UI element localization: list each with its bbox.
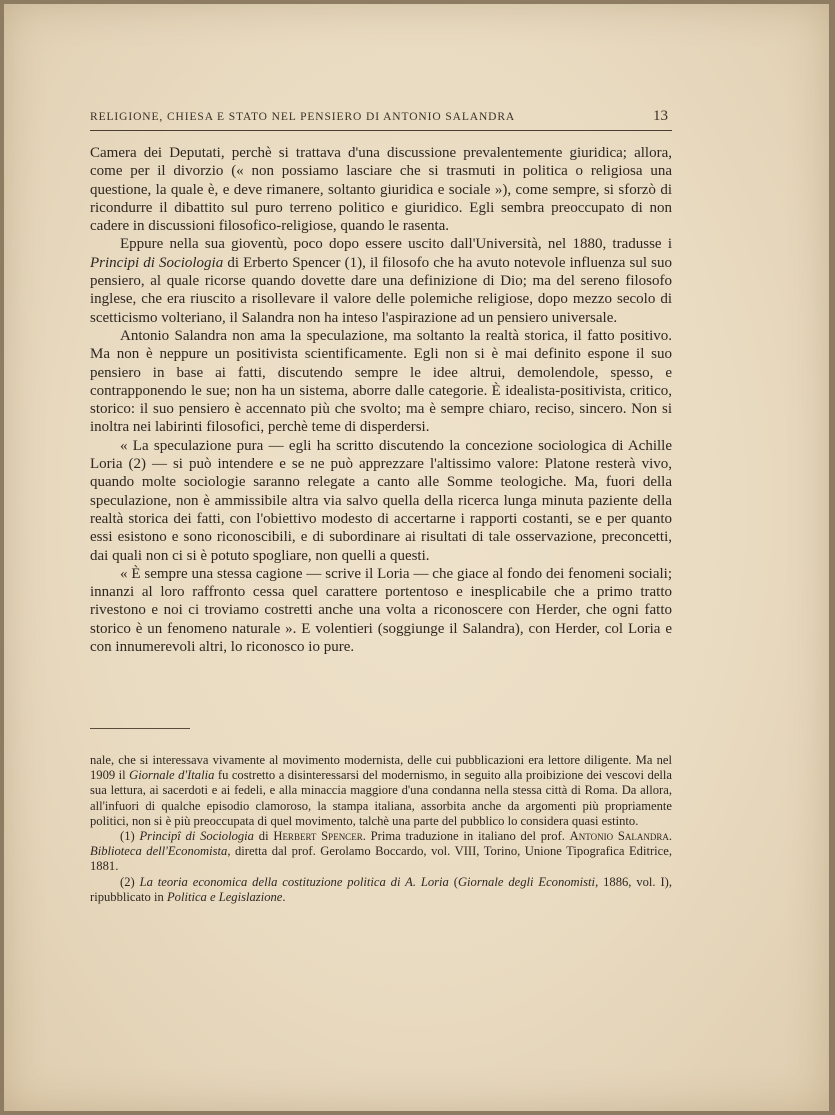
- main-text: [90, 144, 672, 656]
- book-title: Principi di Sociologia: [90, 254, 224, 271]
- header-rule: [90, 130, 672, 131]
- text-span: (: [448, 874, 458, 889]
- running-title: RELIGIONE, CHIESA E STATO NEL PENSIERO DI ANTONIO SALANDRA: [90, 111, 516, 123]
- book-title: Principî di Sociologia: [139, 829, 254, 844]
- newspaper-title: Giornale d'Italia: [129, 768, 215, 783]
- running-header: [90, 108, 672, 125]
- series-title: Biblioteca dell'Economista: [90, 844, 228, 859]
- paragraph-1: Camera dei Deputati, perchè si trattava d'una discussione prevalentemente giuridica; allora, come per il divorzio (« non possiamo lasciare che si trasmuti in politica o religiosa una questione, la quale è, e deve rimanere, soltanto giuridica e sociale »), come sempre, si sforzò di ricondurre il dibattito sul puro terreno politico e giuridico. Egli sembra preoccupato di non cadere in discussioni filosofico-religiose, quando le rasenta.: [90, 145, 672, 235]
- text-span: , diretta dal prof. Gerolamo Boccardo, vol. VIII, Torino, Unione Tipografica Editrice, 1881.: [90, 844, 672, 874]
- footnote-2: [90, 875, 672, 905]
- footnote-1: [90, 829, 672, 875]
- author-name: Herbert Spencer: [273, 829, 363, 844]
- text-span: . Prima traduzione in italiano del prof.: [362, 829, 570, 844]
- footnote-rule: [90, 728, 190, 729]
- text-span: .: [282, 889, 286, 904]
- author-name: Antonio Salandra: [569, 829, 669, 844]
- book-page: [4, 4, 829, 1111]
- text-span: , 1886, vol. I), ripubblicato in: [90, 874, 672, 904]
- footnotes: [90, 753, 672, 905]
- paragraph-3: Antonio Salandra non ama la speculazione, ma soltanto la realtà storica, il fatto positivo. Ma non è neppure un positivista scientificamente. Egli non si è mai definito espone il suo pensiero in base ai fatti, discutendo sempre le idee altrui, demolendole, spesso, e contrapponendo le sue; non ha un sistema, aborre dalle categorie. È idealista-positivista, critico, storico: il suo pensiero è accennato più che svolto; ma è sempre chiaro, reciso, sincero. Non si inoltra nei labirinti filosofici, perchè teme di disperdersi.: [90, 327, 672, 436]
- text-span: di Erberto Spencer (1), il filosofo che ha avuto notevole influenza sul suo pensiero, al quale ricorse quando dovette dare una definizione di Dio; ma del sereno filosofo inglese, che era riuscito a risollevare il valore delle polemiche religiose, dopo mezzo secolo di scetticismo volteriano, il Salandra non ha inteso l'aspirazione ad un pensiero universale.: [90, 254, 672, 326]
- text-span: di: [253, 829, 274, 844]
- paragraph-5: « È sempre una stessa cagione — scrive il Loria — che giace al fondo dei fenomeni sociali; innanzi al loro raffronto cessa quel carattere portentoso e inesplicabile che a primo tratto rivestono e noi ci troviamo costretti anche una volta a riconoscere con Herder, che ogni fatto storico è un fenomeno naturale ». E volentieri (soggiunge il Salandra), con Herder, col Loria e con innumerevoli altri, lo riconosco io pure.: [90, 565, 672, 656]
- text-span: Eppure nella sua gioventù, poco dopo essere uscito dall'Università, nel 1880, tradusse i: [120, 236, 672, 253]
- book-title: Politica e Legislazione: [166, 889, 283, 904]
- page-number: 13: [653, 108, 668, 124]
- article-title: La teoria economica della costituzione politica di A. Loria: [139, 874, 449, 889]
- text-span: fu costretto a disinteressarsi del modernismo, in seguito alla proibizione dei vescovi della sua lettura, ai sacerdoti e ai fedeli, e alla minaccia maggiore d'una condanna nella stessa città di Roma. Da allora, all'infuori di qualche episodio clamoroso, la stampa italiana, assorbita anche da argomenti più propriamente politici, non si è più preoccupata di quel movimento, talchè una parte del pubblico lo considera quasi estinto.: [90, 768, 672, 828]
- footnote-continuation: [90, 753, 672, 829]
- journal-title: Giornale degli Economisti: [457, 874, 596, 889]
- paragraph-2: [90, 235, 672, 326]
- text-span: .: [668, 829, 673, 844]
- note-number: (1): [120, 829, 140, 844]
- paragraph-4: « La speculazione pura — egli ha scritto discutendo la concezione sociologica di Achille Loria (2) — si può intendere e se ne può apprezzare l'altissimo valore: Platone resterà vivo, quando molte sociologie saranno relegate a canto alle Somme teologiche. Ma, fuori della speculazione, non è ammissibile altra via salvo quella della ricerca lunga minuta paziente della realtà storica dei fatti, con l'obiettivo modesto di accertarne i rapporti costanti, se e per quanto essi esistono e sono riconoscibili, e di subordinare ai risultati di tale osservazione, preconcetti, dai quali non ci si è potuto spogliare, non quelli a questi.: [90, 437, 672, 564]
- note-number: (2): [120, 874, 140, 889]
- text-span: nale, che si interessava vivamente al movimento modernista, delle cui pubblicazioni era lettore diligente. Ma nel 1909 il: [90, 753, 672, 783]
